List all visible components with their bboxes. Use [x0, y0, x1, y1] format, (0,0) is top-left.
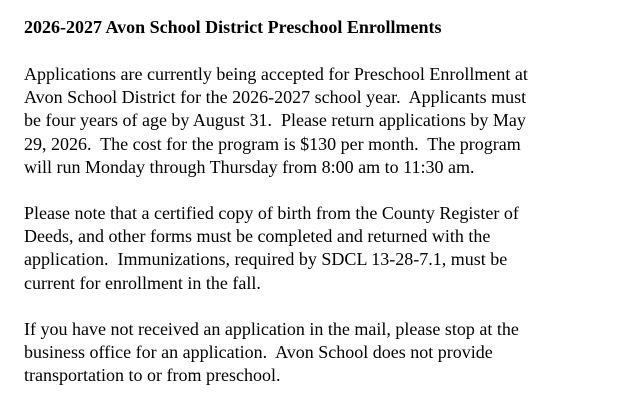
text-line: Avon School District for the 2026-2027 school year. Applicants must: [24, 87, 527, 108]
text-line: will run Monday through Thursday from 8:00 am to 11:30 am.: [24, 156, 475, 177]
text-line: be four years of age by August 31. Please return applications by May: [24, 110, 526, 131]
page-title: 2026-2027 Avon School District Preschool Enrollments: [24, 17, 442, 37]
text-line: If you have not received an application in the mail, please stop at the: [24, 318, 519, 339]
text-line: application. Immunizations, required by SDCL 13-28-7.1, must be: [24, 249, 508, 270]
paragraph-enrollment-details: [24, 63, 624, 179]
document-body: [24, 16, 624, 410]
text-line: 29, 2026. The cost for the program is $130 per month. The program: [24, 133, 521, 154]
text-line: business office for an application. Avon School does not provide: [24, 342, 493, 363]
paragraph-application-pickup: [24, 318, 624, 388]
text-line: Please note that a certified copy of birth from the County Register of: [24, 203, 519, 224]
text-line: Applications are currently being accepted for Preschool Enrollment at: [24, 64, 528, 84]
text-line: current for enrollment in the fall.: [24, 272, 261, 293]
text-line: transportation to or from preschool.: [24, 365, 281, 386]
text-line: Deeds, and other forms must be completed and returned with the: [24, 226, 491, 247]
paragraph-required-documents: [24, 202, 624, 295]
